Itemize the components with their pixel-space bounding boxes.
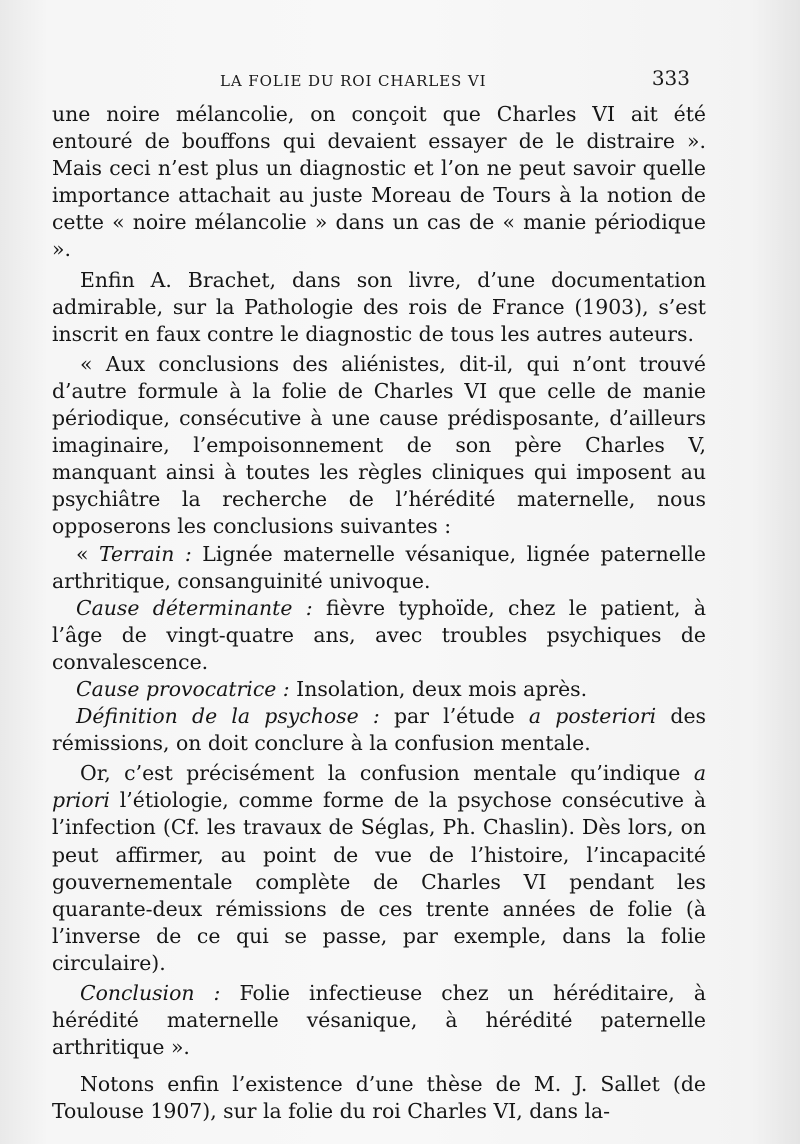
paragraph-cause-provocatrice	[52, 676, 706, 703]
definition-text-2: des rémissions, on doit conclure à la confusion mentale.	[52, 704, 706, 756]
paragraph-cause-determinante	[52, 595, 706, 676]
body-text	[52, 101, 706, 1125]
confusion-text-1: Or, c’est précisément la confusion mentale qu’indique	[80, 761, 694, 786]
cause-provocatrice-text: Insolation, deux mois après.	[289, 676, 588, 701]
paragraph-1: une noire mélancolie, on conçoit que Charles VI ait été entouré de bouffons qui devaient essayer de le distraire ». Mais ceci n’est plus un diagnostic et l’on ne peut savoir quelle importance attachait au juste Moreau de Tours à la notion de cette « noire mélancolie » dans un cas de « manie périodique ».	[52, 102, 706, 262]
conclusion-text: Folie infectieuse chez un héréditaire, à hérédité maternelle vésanique, à hérédité paternelle arthritique ».	[52, 981, 706, 1060]
paragraph-3-quote: « Aux conclusions des aliénistes, dit-il, qui n’ont trouvé d’autre formule à la folie de Charles VI que celle de manie périodique, consécutive à une cause prédisposante, d’ailleurs imaginaire, l’empoisonnement de son père Charles V, manquant ainsi à toutes les règles cliniques qui imposent au psychiâtre la recherche de l’hérédité maternelle, nous opposerons les conclusions suivantes :	[52, 351, 706, 539]
paragraph-definition	[52, 703, 706, 757]
cause-determinante-text: fièvre typhoïde, chez le patient, à l’âge de vingt-quatre ans, avec troubles psychiques de convalescence.	[52, 595, 706, 674]
paragraph-conclusion	[52, 980, 706, 1061]
term-cause-determinante: Cause déterminante :	[76, 595, 313, 620]
term-conclusion: Conclusion :	[80, 981, 221, 1005]
terrain-text: Lignée maternelle vésanique, lignée paternelle arthritique, consanguinité univoque.	[52, 541, 706, 593]
page-header	[220, 66, 690, 96]
paragraph-confusion	[52, 760, 706, 977]
term-terrain: Terrain :	[98, 541, 192, 566]
quote-mark: «	[76, 541, 99, 566]
definition-text-1: par l’étude	[379, 704, 529, 729]
paragraph-notons: Notons enfin l’existence d’une thèse de M. J. Sallet (de Toulouse 1907), sur la folie du roi Charles VI, dans la-	[52, 1072, 706, 1124]
term-a-posteriori: a posteriori	[528, 704, 657, 729]
term-a-priori: a priori	[52, 761, 706, 813]
term-definition: Définition de la psychose :	[76, 704, 380, 729]
page-number: 333	[651, 66, 690, 90]
confusion-text-2: l’étiologie, comme forme de la psychose consécutive à l’infection (Cf. les travaux de Séglas, Ph. Chaslin). Dès lors, on peut affirmer, au point de vue de l’histoire, l’incapacité gouvernementale complète de Charles VI pendant les quarante-deux rémissions de ces trente années de folie (à l’inverse de ce qui se passe, par exemple, dans la folie circulaire).	[52, 788, 706, 975]
paragraph-terrain	[52, 541, 706, 595]
running-head: LA FOLIE DU ROI CHARLES VI	[220, 72, 487, 90]
paragraph-2: Enfin A. Brachet, dans son livre, d’une documentation admirable, sur la Pathologie des rois de France (1903), s’est inscrit en faux contre le diagnostic de tous les autres auteurs.	[52, 267, 706, 346]
term-cause-provocatrice: Cause provocatrice :	[76, 676, 290, 701]
